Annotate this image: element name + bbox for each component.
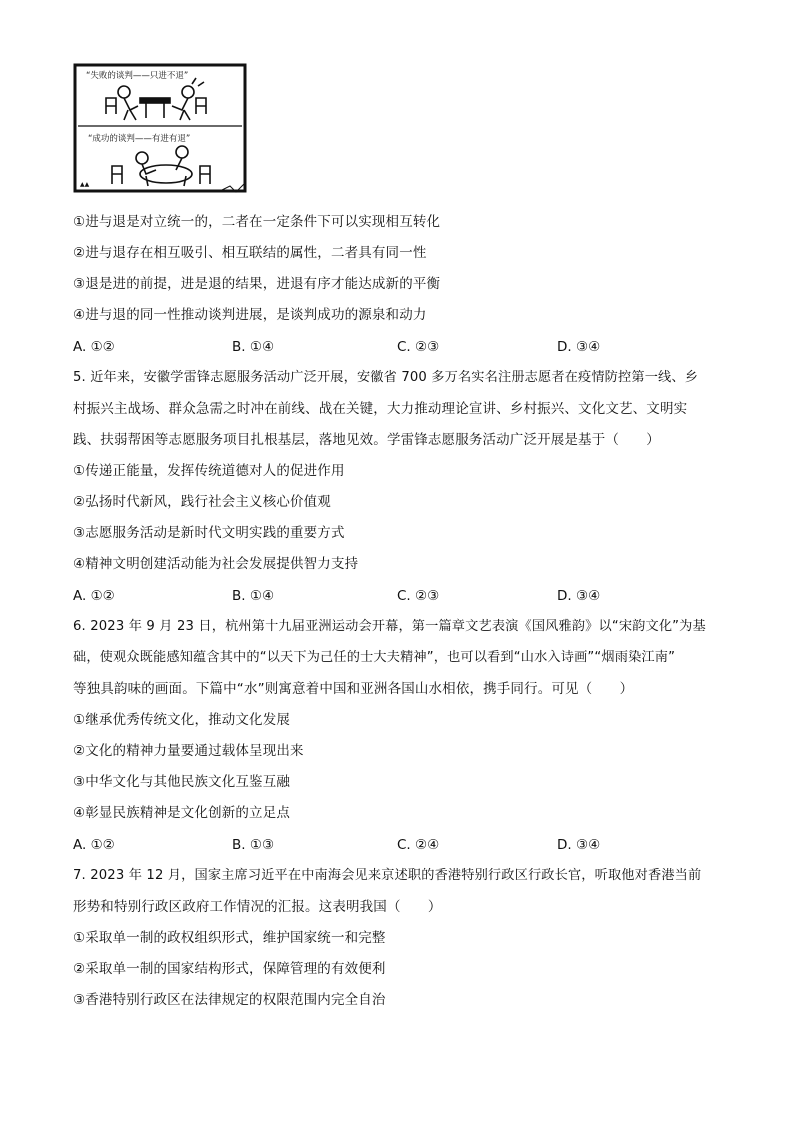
q6-option-c[interactable]: C. ②④	[397, 837, 440, 853]
q7-stem-line-1: 7. 2023 年 12 月，国家主席习近平在中南海会见来京述职的香港特别行政区行政长官，听取他对香港当前	[73, 868, 702, 883]
q7-statement-1: ①采取单一制的政权组织形式，维护国家统一和完整	[73, 930, 386, 946]
cartoon-caption-bottom: “成功的谈判——有进有退”	[88, 134, 191, 144]
q5-option-d[interactable]: D. ③④	[557, 588, 601, 604]
negotiation-cartoon	[72, 62, 258, 196]
q4-statement-4: ④进与退的同一性推动谈判进展，是谈判成功的源泉和动力	[73, 307, 427, 323]
q7-stem-line-2: 形势和特别行政区政府工作情况的汇报。这表明我国（ ）	[73, 899, 442, 915]
q6-statement-2: ②文化的精神力量要通过载体呈现出来	[73, 743, 304, 759]
q5-statement-4: ④精神文明创建活动能为社会发展提供智力支持	[73, 556, 359, 572]
q5-statement-2: ②弘扬时代新风，践行社会主义核心价值观	[73, 494, 331, 510]
q5-option-b[interactable]: B. ①④	[232, 588, 275, 604]
cartoon-caption-top: “失败的谈判——只进不退”	[86, 71, 189, 81]
q6-stem-line-1: 6. 2023 年 9 月 23 日，杭州第十九届亚洲运动会开幕，第一篇章文艺表演《国风雅韵》以“宋韵文化”为基	[73, 619, 706, 634]
q6-statement-3: ③中华文化与其他民族文化互鉴互融	[73, 774, 291, 790]
q6-stem-line-2: 础，使观众既能感知蕴含其中的“以天下为己任的士大夫精神”，也可以看到“山水入诗画”“烟雨染江南”	[73, 650, 676, 665]
q5-statement-3: ③志愿服务活动是新时代文明实践的重要方式	[73, 525, 345, 541]
cartoon-drawing	[72, 62, 258, 196]
q5-statement-1: ①传递正能量，发挥传统道德对人的促进作用	[73, 463, 345, 479]
q4-option-b[interactable]: B. ①④	[232, 339, 275, 355]
q4-option-d[interactable]: D. ③④	[557, 339, 601, 355]
q5-stem-line-2: 村振兴主战场、群众急需之时冲在前线、战在关键，大力推动理论宣讲、乡村振兴、文化文艺、文明实	[73, 401, 688, 417]
q5-stem-line-1: 5. 近年来，安徽学雷锋志愿服务活动广泛开展，安徽省 700 多万名实名注册志愿者在疫情防控第一线、乡	[73, 370, 699, 385]
q6-option-a[interactable]: A. ①②	[73, 837, 115, 853]
q4-option-c[interactable]: C. ②③	[397, 339, 440, 355]
q4-statement-3: ③退是进的前提，进是退的结果，进退有序才能达成新的平衡	[73, 276, 441, 292]
q5-option-a[interactable]: A. ①②	[73, 588, 115, 604]
q6-option-d[interactable]: D. ③④	[557, 837, 601, 853]
q6-statement-1: ①继承优秀传统文化，推动文化发展	[73, 712, 291, 728]
q4-statement-2: ②进与退存在相互吸引、相互联结的属性，二者具有同一性	[73, 245, 427, 261]
q6-stem-line-3: 等独具韵味的画面。下篇中“水”则寓意着中国和亚洲各国山水相依，携手同行。可见（ ）	[73, 681, 634, 697]
q4-statement-1: ①进与退是对立统一的，二者在一定条件下可以实现相互转化	[73, 214, 441, 230]
q4-option-a[interactable]: A. ①②	[73, 339, 115, 355]
q5-option-c[interactable]: C. ②③	[397, 588, 440, 604]
q7-statement-3: ③香港特别行政区在法律规定的权限范围内完全自治	[73, 992, 386, 1008]
cartoon-corner-mark: ▲▲	[80, 181, 90, 188]
q5-stem-line-3: 践、扶弱帮困等志愿服务项目扎根基层，落地见效。学雷锋志愿服务活动广泛开展是基于（ ）	[73, 432, 660, 448]
q6-statement-4: ④彰显民族精神是文化创新的立足点	[73, 805, 291, 821]
q7-statement-2: ②采取单一制的国家结构形式，保障管理的有效便利	[73, 961, 386, 977]
q6-option-b[interactable]: B. ①③	[232, 837, 275, 853]
